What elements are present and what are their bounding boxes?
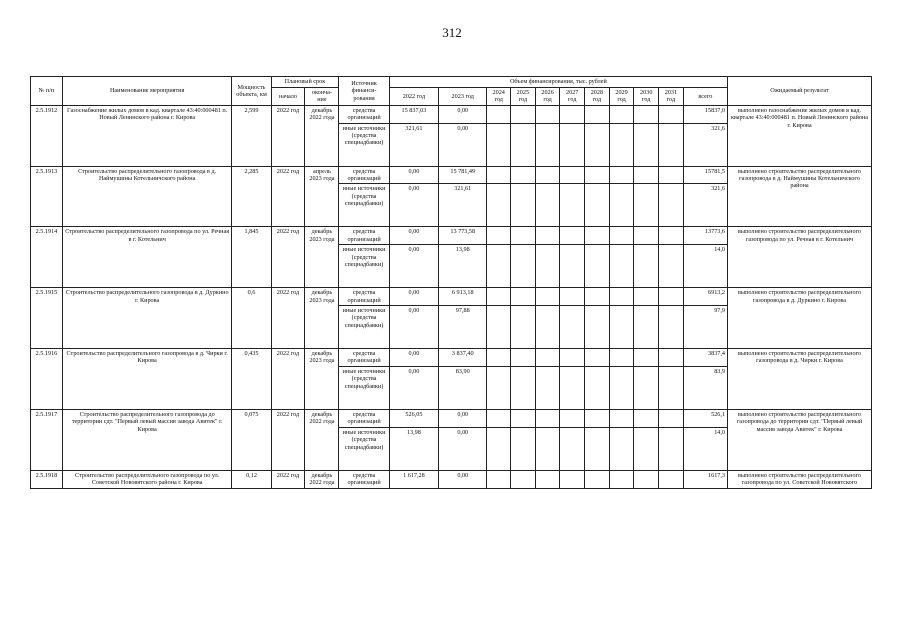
- row-result: выполнено строительство распределительного газопровода в д. Чирки г. Кирова: [728, 349, 872, 410]
- row-result: выполнено строительство распределительного газопровода в д. Дуркино г. Кирова: [728, 288, 872, 349]
- row-name: Строительство распределительного газопровода в д. Дуркино г. Кирова: [62, 288, 232, 349]
- table-row: [31, 349, 872, 367]
- row-capacity: 0,6: [232, 288, 271, 349]
- row-total: 14,0: [683, 427, 727, 470]
- col-year-header: 2025 год: [511, 88, 536, 106]
- row-2022: 0,00: [389, 166, 438, 184]
- col-num-header: № п/п: [31, 77, 63, 106]
- row-num: 2.5.1915: [31, 288, 63, 349]
- row-name: Строительство распределительного газопровода в д. Наймушины Котельничского района: [62, 166, 232, 227]
- row-total: 13773,6: [683, 227, 727, 245]
- row-num: 2.5.1912: [31, 105, 63, 166]
- row-2023: 83,90: [439, 366, 487, 409]
- row-2022: 0,00: [389, 245, 438, 288]
- row-result: выполнено строительство распределительного газопровода до территории сдт. "Первый левый массив завода Авитек" г. Кирова: [728, 409, 872, 470]
- col-funding-header: Объем финансирования, тыс. рублей: [389, 77, 727, 88]
- row-2023: 13 773,58: [439, 227, 487, 245]
- row-total: 15837,0: [683, 105, 727, 123]
- row-result: выполнено газоснабжение жилых домов в кад. квартале 43:40:000481 п. Новый Ленинского района г. Кирова: [728, 105, 872, 166]
- row-source-organizations: средства организаций: [339, 166, 389, 184]
- row-start: 2022 год: [271, 166, 305, 227]
- col-capacity-header: Мощность объекта, км: [232, 77, 271, 106]
- col-term-end-header: оконча-ние: [305, 88, 339, 106]
- row-name: Строительство распределительного газопровода по ул. Речная в г. Котельнич: [62, 227, 232, 288]
- row-total: 14,0: [683, 245, 727, 288]
- row-total: 6913,2: [683, 288, 727, 306]
- row-source-other: иные источники (средства спецнадбавки): [339, 123, 389, 166]
- row-2022: 0,00: [389, 288, 438, 306]
- row-result: выполнено строительство распределительного газопровода по ул. Речная в г. Котельнич: [728, 227, 872, 288]
- row-2023: 6 913,18: [439, 288, 487, 306]
- row-end: апрель 2023 года: [305, 166, 339, 227]
- row-2023: 0,00: [439, 470, 487, 488]
- col-year-header: 2029 год: [609, 88, 634, 106]
- table-row: [31, 409, 872, 427]
- row-source-organizations: средства организаций: [339, 470, 389, 488]
- row-source-other: иные источники (средства спецнадбавки): [339, 427, 389, 470]
- col-year-header: 2023 год: [439, 88, 487, 106]
- row-start: 2022 год: [271, 288, 305, 349]
- row-2022: 0,00: [389, 306, 438, 349]
- table-row: [31, 105, 872, 123]
- row-total: 1617,3: [683, 470, 727, 488]
- row-2022: 0,00: [389, 366, 438, 409]
- table-row: [31, 288, 872, 306]
- row-start: 2022 год: [271, 349, 305, 410]
- col-total-header: всего: [683, 88, 727, 106]
- row-name: Строительство распределительного газопровода по ул. Советской Нововятского района г. Кирова: [62, 470, 232, 488]
- col-year-header: 2028 год: [585, 88, 610, 106]
- col-term-start-header: начало: [271, 88, 305, 106]
- row-2022: 13,98: [389, 427, 438, 470]
- row-capacity: 0,075: [232, 409, 271, 470]
- row-source-other: иные источники (средства спецнадбавки): [339, 366, 389, 409]
- row-2022: 0,00: [389, 184, 438, 227]
- row-source-other: иные источники (средства спецнадбавки): [339, 245, 389, 288]
- row-total: 526,1: [683, 409, 727, 427]
- row-start: 2022 год: [271, 105, 305, 166]
- col-year-header: 2024 год: [487, 88, 511, 106]
- financing-table: [30, 76, 872, 489]
- row-capacity: 0,435: [232, 349, 271, 410]
- col-year-header: 2022 год: [389, 88, 438, 106]
- row-2023: 0,00: [439, 123, 487, 166]
- row-source-organizations: средства организаций: [339, 227, 389, 245]
- row-start: 2022 год: [271, 470, 305, 488]
- row-capacity: 0,12: [232, 470, 271, 488]
- row-total: 15781,5: [683, 166, 727, 184]
- row-end: декабрь 2023 года: [305, 349, 339, 410]
- col-term-header: Плановый срок: [271, 77, 339, 88]
- row-2023: 15 781,49: [439, 166, 487, 184]
- row-total: 97,9: [683, 306, 727, 349]
- row-start: 2022 год: [271, 227, 305, 288]
- col-result-header: Ожидаемый результат: [728, 77, 872, 106]
- row-total: 321,6: [683, 184, 727, 227]
- row-2022: 15 837,03: [389, 105, 438, 123]
- row-source-organizations: средства организаций: [339, 349, 389, 367]
- col-year-header: 2027 год: [560, 88, 585, 106]
- row-end: декабрь 2022 года: [305, 470, 339, 488]
- row-end: декабрь 2023 года: [305, 288, 339, 349]
- page-number: 312: [442, 25, 462, 40]
- row-source-other: иные источники (средства спецнадбавки): [339, 184, 389, 227]
- row-end: декабрь 2022 года: [305, 409, 339, 470]
- row-name: Строительство распределительного газопровода в д. Чирки г. Кирова: [62, 349, 232, 410]
- row-2023: 0,00: [439, 409, 487, 427]
- row-source-organizations: средства организаций: [339, 409, 389, 427]
- row-2023: 13,98: [439, 245, 487, 288]
- row-total: 3837,4: [683, 349, 727, 367]
- row-2022: 0,00: [389, 349, 438, 367]
- col-name-header: Наименование мероприятия: [62, 77, 232, 106]
- table-body: [31, 105, 872, 488]
- row-capacity: 1,845: [232, 227, 271, 288]
- row-2022: 526,05: [389, 409, 438, 427]
- row-2023: 0,00: [439, 427, 487, 470]
- row-capacity: 2,285: [232, 166, 271, 227]
- col-year-header: 2026 год: [535, 88, 560, 106]
- row-num: 2.5.1917: [31, 409, 63, 470]
- col-year-header: 2031 год: [659, 88, 684, 106]
- row-2022: 1 617,28: [389, 470, 438, 488]
- row-name: Газоснабжение жилых домов в кад. квартале 43:40:000481 п. Новый Ленинского района г. Кирова: [62, 105, 232, 166]
- row-2022: 0,00: [389, 227, 438, 245]
- row-source-other: иные источники (средства спецнадбавки): [339, 306, 389, 349]
- row-2023: 0,00: [439, 105, 487, 123]
- table-row: [31, 227, 872, 245]
- table-row: [31, 470, 872, 488]
- row-num: 2.5.1913: [31, 166, 63, 227]
- col-year-header: 2030 год: [634, 88, 659, 106]
- row-end: декабрь 2023 года: [305, 227, 339, 288]
- row-total: 83,9: [683, 366, 727, 409]
- row-source-organizations: средства организаций: [339, 105, 389, 123]
- row-result: выполнено строительство распределительного газопровода по ул. Советской Нововятского: [728, 470, 872, 488]
- row-2023: 97,88: [439, 306, 487, 349]
- row-num: 2.5.1916: [31, 349, 63, 410]
- row-result: выполнено строительство распределительного газопровода в д. Наймушины Котельничского района: [728, 166, 872, 227]
- row-2022: 321,61: [389, 123, 438, 166]
- row-source-organizations: средства организаций: [339, 288, 389, 306]
- table-row: [31, 166, 872, 184]
- row-capacity: 2,599: [232, 105, 271, 166]
- row-num: 2.5.1918: [31, 470, 63, 488]
- row-2023: 3 837,40: [439, 349, 487, 367]
- row-start: 2022 год: [271, 409, 305, 470]
- col-source-header: Источник финанси-рования: [339, 77, 389, 106]
- row-2023: 321,61: [439, 184, 487, 227]
- row-num: 2.5.1914: [31, 227, 63, 288]
- row-total: 321,6: [683, 123, 727, 166]
- row-end: декабрь 2022 года: [305, 105, 339, 166]
- row-name: Строительство распределительного газопровода до территории сдт. "Первый левый массив завода Авитек" г. Кирова: [62, 409, 232, 470]
